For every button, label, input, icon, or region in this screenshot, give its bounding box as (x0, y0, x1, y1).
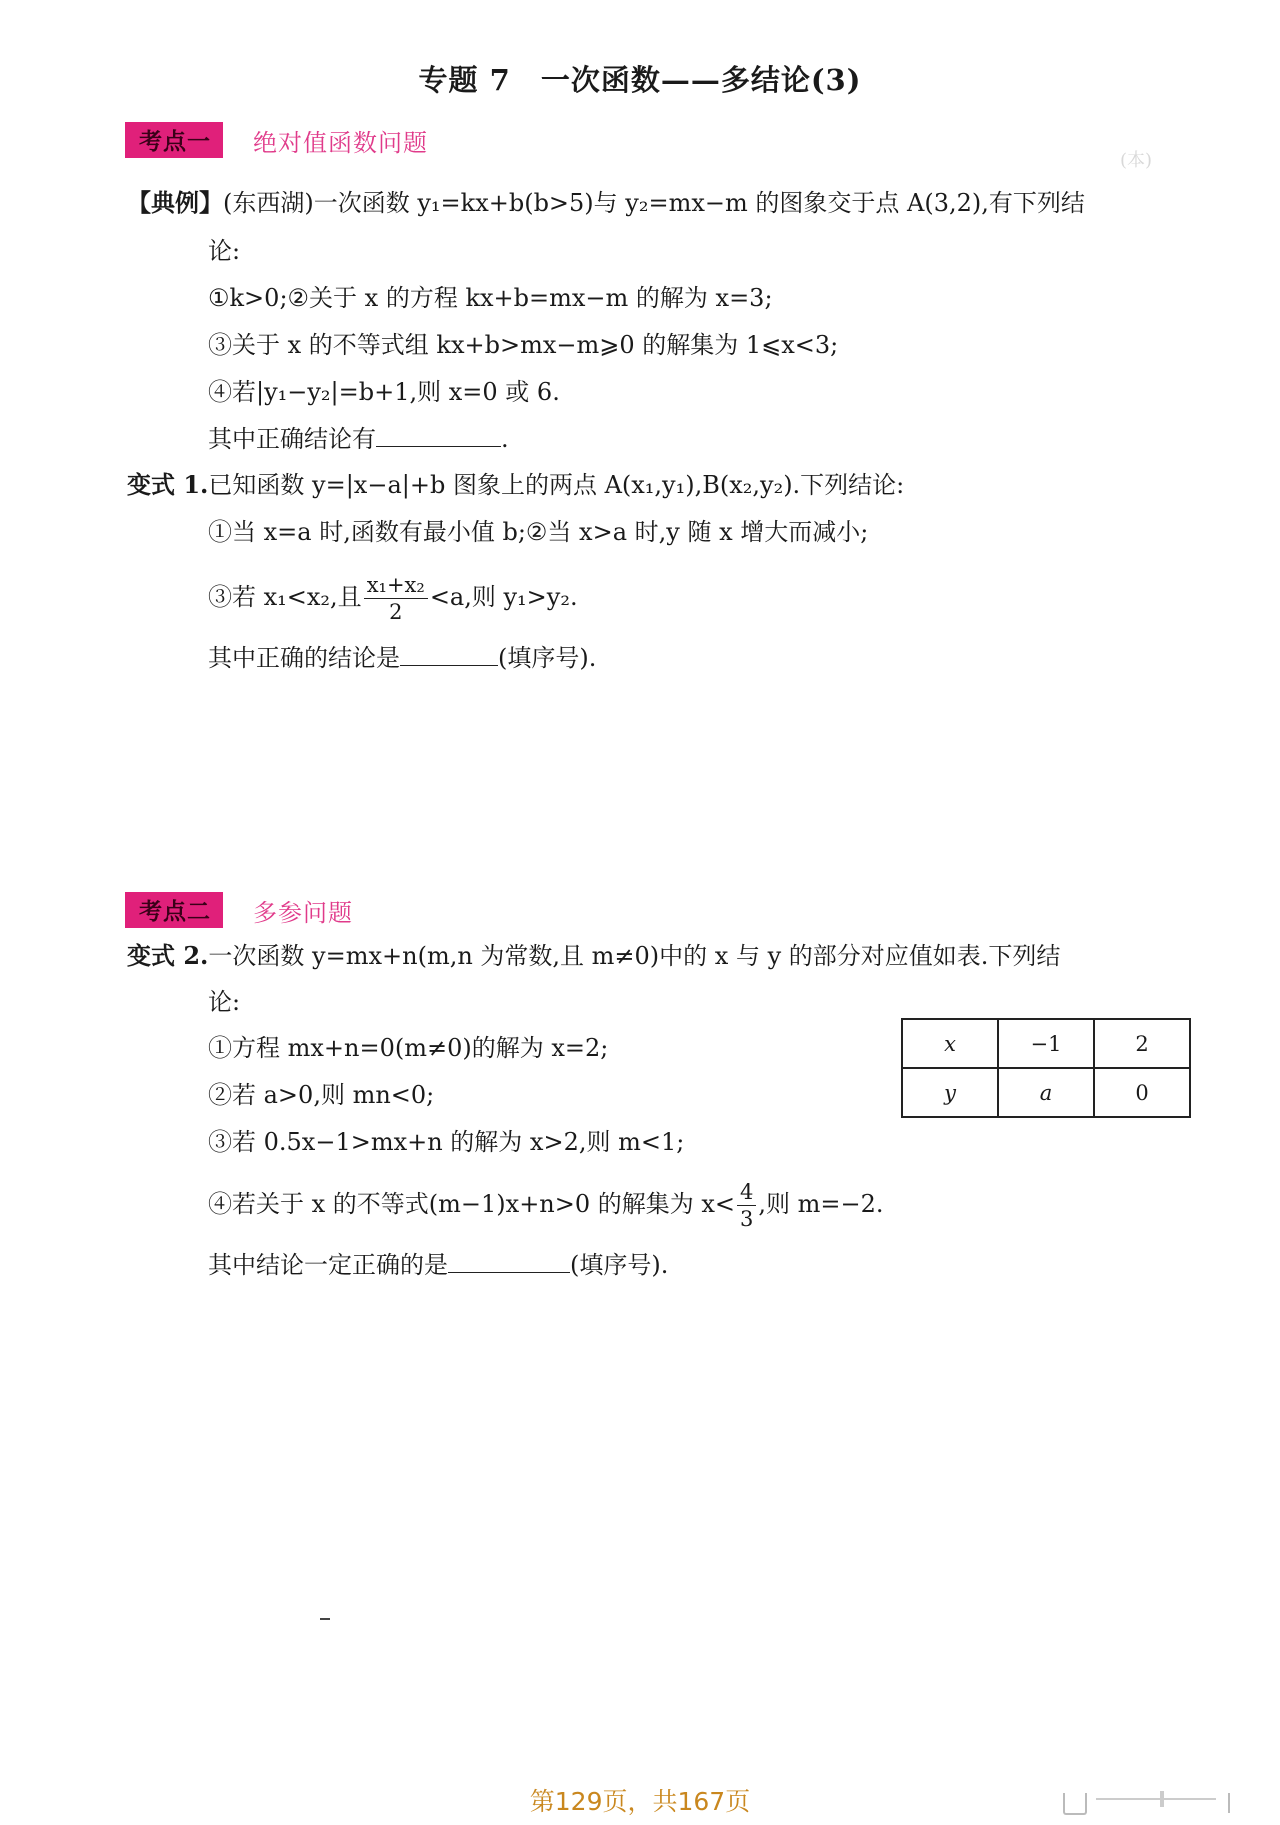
value-table (901, 1018, 1191, 1118)
section-2-tag: 考点二 (125, 892, 223, 928)
stray-mark (320, 1618, 330, 1620)
variant-1-fraction-den: 2 (389, 600, 403, 624)
variant-1-label: 变式 1. (127, 470, 209, 499)
variant-1-items-1-2: ①当 x=a 时,函数有最小值 b;②当 x>a 时,y 随 x 增大而减小; (208, 518, 869, 546)
table-cell: 0 (1094, 1068, 1190, 1117)
variant-2-item-4-pre: ④若关于 x 的不等式(m−1)x+n>0 的解集为 x< (208, 1190, 736, 1218)
variant-1-prompt-end: (填序号). (498, 644, 597, 672)
variant-2-item-2: ②若 a>0,则 mn<0; (208, 1081, 435, 1109)
page-counter: 第129页，共167页 (529, 1787, 751, 1816)
variant-1-answer-blank[interactable] (400, 643, 498, 666)
table-cell: −1 (998, 1019, 1094, 1068)
table-cell: x (902, 1019, 998, 1068)
example-item-3: ④若|y₁−y₂|=b+1,则 x=0 或 6. (208, 378, 560, 406)
variant-2-fraction-num: 4 (737, 1179, 756, 1206)
variant-1-fraction (364, 572, 428, 625)
viewer-fit-icon[interactable] (1063, 1793, 1087, 1815)
example-line-1 (127, 188, 1085, 218)
example-line-2: 论: (208, 237, 241, 265)
variant-1-item-3 (208, 565, 578, 629)
example-prompt (208, 424, 509, 454)
example-answer-blank[interactable] (376, 424, 501, 447)
variant-2-line-2: 论: (208, 988, 241, 1016)
variant-2-item-4-post: ,则 m=−2. (758, 1190, 884, 1218)
variant-2-fraction-den: 3 (740, 1207, 754, 1231)
faint-watermark: (本) (1120, 150, 1153, 171)
variant-2-label: 变式 2. (127, 941, 209, 970)
table-cell: a (998, 1068, 1094, 1117)
table-row (902, 1019, 1190, 1068)
variant-2-fraction (737, 1179, 756, 1232)
variant-2-prompt (208, 1250, 668, 1280)
section-1-tag: 考点一 (125, 122, 223, 158)
example-prompt-text: 其中正确结论有 (208, 425, 376, 453)
variant-2-prompt-text: 其中结论一定正确的是 (208, 1251, 448, 1279)
table-row (902, 1068, 1190, 1117)
example-label: 【典例】 (127, 188, 223, 217)
variant-2-item-1: ①方程 mx+n=0(m≠0)的解为 x=2; (208, 1034, 609, 1062)
table-cell: y (902, 1068, 998, 1117)
section-2-title: 多参问题 (253, 898, 353, 927)
example-text-1: 一次函数 y₁=kx+b(b>5)与 y₂=mx−m 的图象交于点 A(3,2),有下列结 (313, 189, 1085, 217)
example-source: (东西湖) (223, 189, 314, 217)
variant-1-fraction-num: x₁+x₂ (364, 572, 428, 599)
viewer-scroll-track[interactable] (1096, 1798, 1216, 1800)
variant-1-item-3-post: <a,则 y₁>y₂. (429, 583, 578, 611)
example-prompt-end: . (501, 425, 509, 453)
variant-2-line-1 (127, 941, 1060, 971)
variant-2-item-3: ③若 0.5x−1>mx+n 的解为 x>2,则 m<1; (208, 1128, 685, 1156)
example-item-2: ③关于 x 的不等式组 kx+b>mx−m⩾0 的解集为 1⩽x<3; (208, 331, 839, 359)
section-1-title: 绝对值函数问题 (253, 128, 428, 157)
variant-1-prompt (208, 643, 596, 673)
viewer-scroll-thumb[interactable] (1160, 1791, 1164, 1807)
variant-1-item-3-pre: ③若 x₁<x₂,且 (208, 583, 362, 611)
section-2-header (125, 892, 353, 928)
table-cell: 2 (1094, 1019, 1190, 1068)
variant-1-line-1 (127, 470, 904, 500)
variant-1-text: 已知函数 y=|x−a|+b 图象上的两点 A(x₁,y₁),B(x₂,y₂).下列结论: (208, 471, 905, 499)
page-title: 专题 7 一次函数——多结论(3) (418, 63, 862, 97)
variant-2-text: 一次函数 y=mx+n(m,n 为常数,且 m≠0)中的 x 与 y 的部分对应值如表.下列结 (208, 942, 1061, 970)
variant-1-prompt-text: 其中正确的结论是 (208, 644, 400, 672)
section-1-header (125, 122, 428, 158)
variant-2-answer-blank[interactable] (448, 1250, 570, 1273)
variant-2-item-4 (208, 1172, 884, 1236)
viewer-menu-icon[interactable] (1228, 1793, 1248, 1813)
example-item-1: ①k>0;②关于 x 的方程 kx+b=mx−m 的解为 x=3; (208, 284, 773, 312)
variant-2-prompt-end: (填序号). (570, 1251, 669, 1279)
